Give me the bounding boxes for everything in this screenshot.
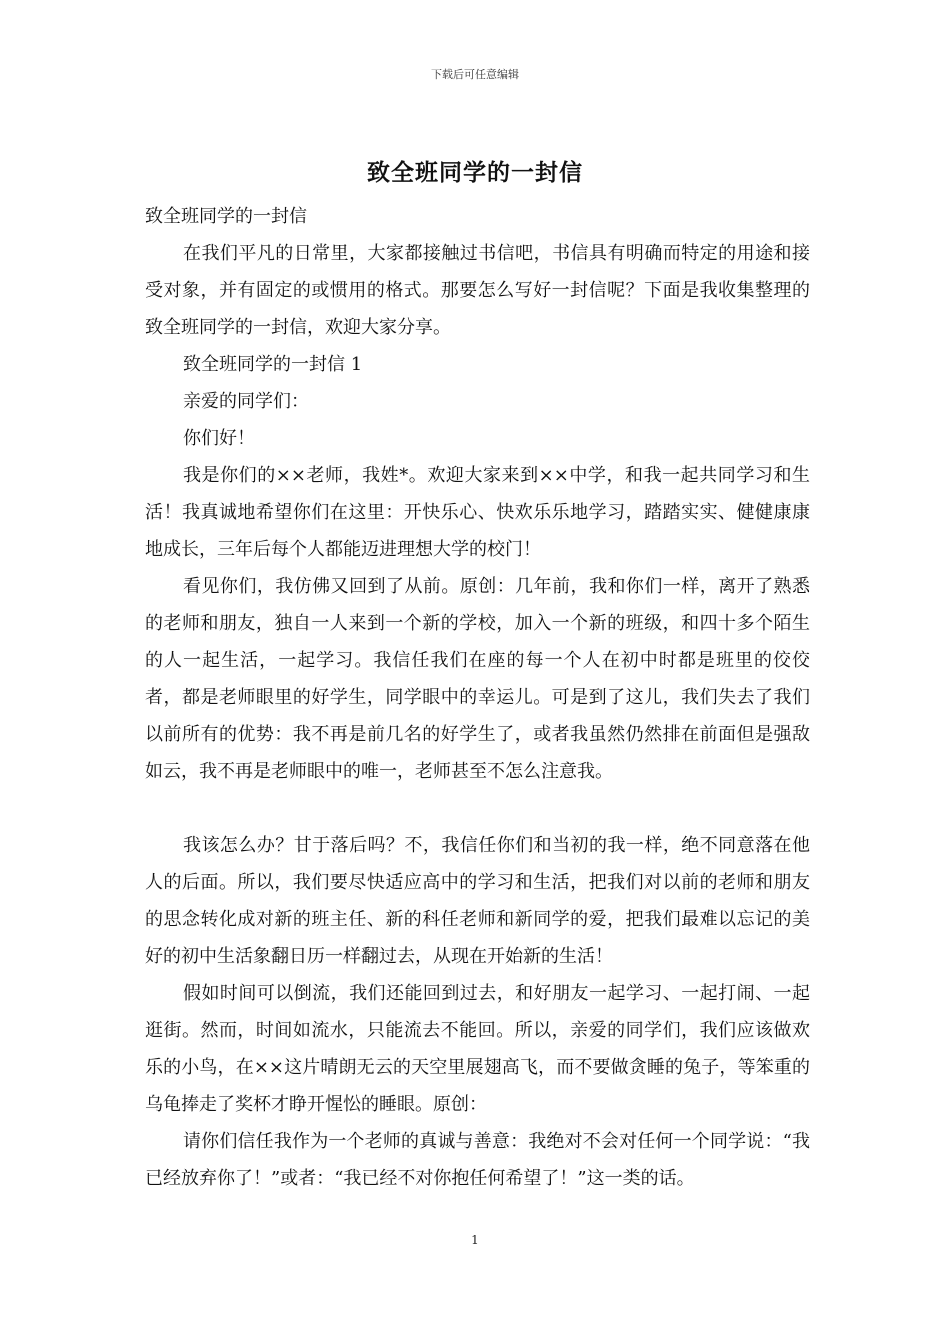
body-paragraph: 看见你们，我仿佛又回到了从前。原创：几年前，我和你们一样，离开了熟悉的老师和朋友，独自一人来到一个新的学校，加入一个新的班级，和四十多个陌生的人一起生活，一起学习。我信任我们在座的每一个人在初中时都是班里的佼佼者，都是老师眼里的好学生，同学眼中的幸运儿。可是到了这儿，我们失去了我们以前所有的优势：我不再是前几名的好学生了，或者我虽然仍然排在前面但是强敌如云，我不再是老师眼中的唯一，老师甚至不怎么注意我。 [145, 576, 810, 782]
document-body [145, 198, 810, 1197]
body-paragraph: 我该怎么办？甘于落后吗？不，我信任你们和当初的我一样，绝不同意落在他人的后面。所以，我们要尽快适应高中的学习和生活，把我们对以前的老师和朋友的思念转化成对新的班主任、新的科任老师和新同学的爱，把我们最难以忘记的美好的初中生活象翻日历一样翻过去，从现在开始新的生活！ [145, 835, 810, 967]
body-paragraph: 我是你们的××老师，我姓*。欢迎大家来到××中学，和我一起共同学习和生活！我真诚地希望你们在这里：开快乐心、快欢乐乐地学习，踏踏实实、健健康康地成长，三年后每个人都能迈进理想大学的校门！ [145, 465, 810, 560]
intro-paragraph: 在我们平凡的日常里，大家都接触过书信吧，书信具有明确而特定的用途和接受对象，并有固定的或惯用的格式。那要怎么写好一封信呢？下面是我收集整理的致全班同学的一封信，欢迎大家分享。 [145, 243, 810, 338]
body-paragraph: 请你们信任我作为一个老师的真诚与善意：我绝对不会对任何一个同学说：“我已经放弃你了！”或者：“我已经不对你抱任何希望了！”这一类的话。 [145, 1131, 810, 1189]
subtitle-line: 致全班同学的一封信 [145, 206, 307, 227]
page-header: 下载后可任意编辑 [431, 68, 519, 81]
page-number: 1 [471, 1233, 479, 1247]
document-title: 致全班同学的一封信 [367, 159, 583, 186]
body-paragraph: 假如时间可以倒流，我们还能回到过去，和好朋友一起学习、一起打闹、一起逛街。然而，时间如流水，只能流去不能回。所以，亲爱的同学们，我们应该做欢乐的小鸟，在××这片晴朗无云的天空里展翅高飞，而不要做贪睡的兔子，等笨重的乌龟捧走了奖杯才睁开惺忪的睡眼。原创： [145, 983, 810, 1115]
greeting: 你们好！ [183, 428, 255, 449]
letter-heading: 致全班同学的一封信 1 [183, 354, 363, 375]
salutation: 亲爱的同学们： [183, 391, 309, 412]
